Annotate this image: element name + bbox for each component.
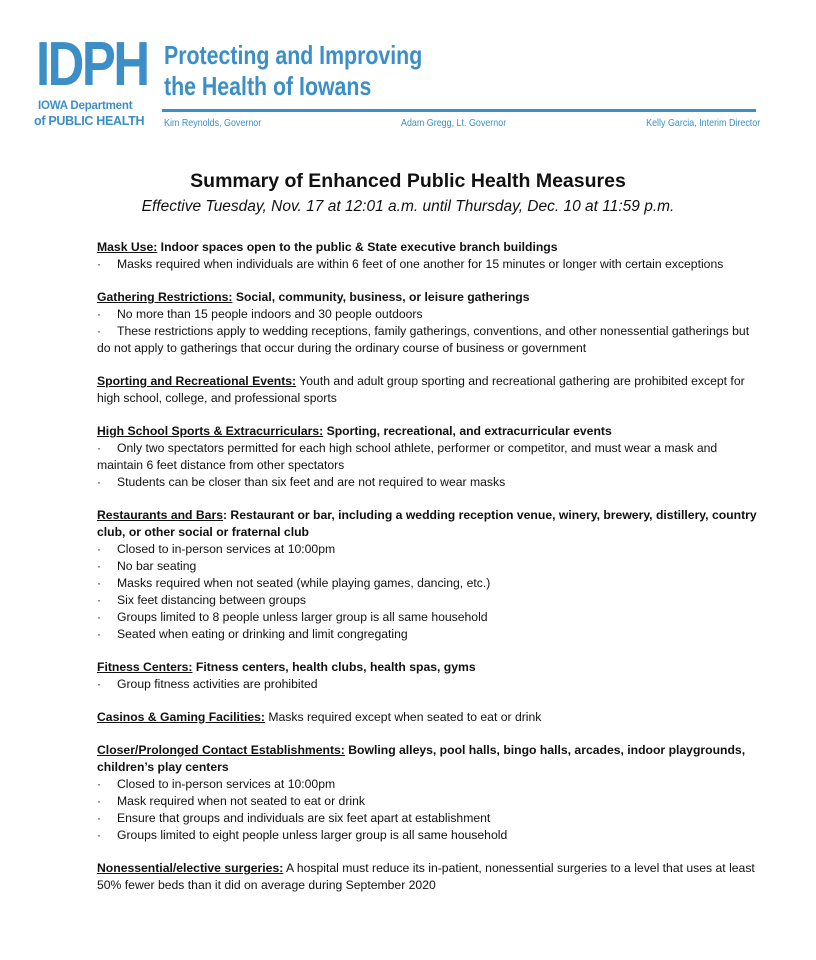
governor-name: Kim Reynolds, Governor (164, 117, 262, 129)
document-title: Summary of Enhanced Public Health Measures (190, 170, 626, 192)
section (97, 239, 757, 273)
section-label: Restaurants and Bars (97, 508, 223, 522)
bullet-marker: · (97, 677, 102, 691)
section-scope: : Restaurant or bar, including a wedding reception venue, winery, brewery, distillery, country club, or other social or fraternal club (97, 508, 757, 539)
bullet-text: Masks required when not seated (while playing games, dancing, etc.) (117, 576, 491, 590)
section-scope: Fitness centers, health clubs, health spas, gyms (192, 660, 476, 674)
bullet-marker: · (97, 475, 102, 489)
director-name: Kelly Garcia, Interim Director (645, 117, 760, 129)
idph-logo (34, 30, 148, 130)
section-label: Closer/Prolonged Contact Establishments: (97, 743, 345, 757)
section-label: Fitness Centers: (97, 660, 193, 674)
bullet-item (97, 676, 757, 693)
section-label: Gathering Restrictions: (97, 290, 233, 304)
section-heading (97, 423, 757, 440)
section (97, 373, 757, 407)
bullet-text: Masks required when individuals are within 6 feet of one another for 15 minutes or longer with certain exceptions (117, 257, 724, 271)
bullet-marker: · (97, 627, 102, 641)
section-text: Masks required except when seated to eat or drink (264, 710, 542, 724)
section-scope: Social, community, business, or leisure gatherings (232, 290, 530, 304)
bullet-text: Students can be closer than six feet and are not required to wear masks (117, 475, 506, 489)
bullet-item (97, 810, 757, 827)
bullet-marker: · (97, 576, 102, 590)
bullet-item (97, 609, 757, 626)
bullet-item (97, 558, 757, 575)
section (97, 860, 757, 894)
bullet-item (97, 474, 757, 491)
bullet-item (97, 827, 757, 844)
document-subtitle: Effective Tuesday, Nov. 17 at 12:01 a.m. until Thursday, Dec. 10 at 11:59 p.m. (141, 198, 675, 215)
bullet-marker: · (97, 257, 102, 271)
bullet-text: No more than 15 people indoors and 30 people outdoors (117, 307, 423, 321)
section (97, 709, 757, 726)
bullet-item (97, 440, 757, 474)
section-label: Sporting and Recreational Events: (97, 374, 297, 388)
section (97, 659, 757, 693)
bullet-text: Group fitness activities are prohibited (117, 677, 318, 691)
section-heading (97, 239, 757, 256)
bullet-item (97, 306, 757, 323)
bullet-item (97, 776, 757, 793)
section-heading (97, 860, 757, 894)
bullet-marker: · (97, 542, 102, 556)
section-label: Mask Use: (97, 240, 158, 254)
bullet-text: Seated when eating or drinking and limit congregating (117, 627, 408, 641)
bullet-text: Ensure that groups and individuals are six feet apart at establishment (117, 811, 491, 825)
bullet-text: Groups limited to 8 people unless larger group is all same household (117, 610, 488, 624)
section-text: Youth and adult group sporting and recreational gathering are prohibited except for high school, college, and professional sports (97, 374, 745, 405)
measures-list (97, 239, 757, 910)
bullet-marker: · (97, 441, 102, 455)
section (97, 507, 757, 643)
section-heading (97, 507, 757, 541)
bullet-marker: · (97, 811, 102, 825)
bullet-marker: · (97, 794, 102, 808)
section-heading (97, 709, 757, 726)
tagline-line2: the Health of Iowans (164, 71, 372, 101)
section-scope: Sporting, recreational, and extracurricular events (323, 424, 612, 438)
header-rule (162, 109, 756, 112)
bullet-marker: · (97, 559, 102, 573)
logo-subtitle-line2: of PUBLIC HEALTH (34, 114, 145, 128)
section-scope: Bowling alleys, pool halls, bingo halls, arcades, indoor playgrounds, children’s play centers (97, 743, 746, 774)
bullet-text: No bar seating (117, 559, 197, 573)
bullet-text: Groups limited to eight people unless larger group is all same household (117, 828, 508, 842)
bullet-item (97, 592, 757, 609)
section-heading (97, 373, 757, 407)
bullet-text: These restrictions apply to wedding receptions, family gatherings, conventions, and other nonessential gatherings but do not apply to gatherings that occur during the ordinary course of business or government (97, 324, 750, 355)
section-heading (97, 742, 757, 776)
bullet-text: Mask required when not seated to eat or drink (117, 794, 365, 808)
section (97, 423, 757, 491)
section-label: Nonessential/elective surgeries: (97, 861, 284, 875)
bullet-item (97, 626, 757, 643)
tagline-line1: Protecting and Improving (164, 40, 423, 70)
logo-subtitle-line1: IOWA Department (38, 100, 133, 112)
officials-line (164, 117, 760, 131)
logo-wordmark: IDPH (36, 30, 148, 99)
bullet-item (97, 256, 757, 273)
section-heading (97, 659, 757, 676)
bullet-text: Closed to in-person services at 10:00pm (117, 542, 336, 556)
bullet-item (97, 575, 757, 592)
tagline (164, 40, 422, 102)
section-text: A hospital must reduce its in-patient, nonessential surgeries to a level that uses at least 50% fewer beds than it did on average during September 2020 (97, 861, 755, 892)
bullet-text: Only two spectators permitted for each high school athlete, performer or competitor, and must wear a mask and maintain 6 feet distance from other spectators (97, 441, 718, 472)
section-label: Casinos & Gaming Facilities: (97, 710, 265, 724)
section-label: High School Sports & Extracurriculars: (97, 424, 324, 438)
bullet-marker: · (97, 324, 102, 338)
letterhead (34, 30, 760, 140)
bullet-text: Closed to in-person services at 10:00pm (117, 777, 336, 791)
section (97, 289, 757, 357)
section-scope: Indoor spaces open to the public & State executive branch buildings (157, 240, 558, 254)
bullet-marker: · (97, 307, 102, 321)
bullet-item (97, 541, 757, 558)
bullet-item (97, 793, 757, 810)
bullet-marker: · (97, 777, 102, 791)
section (97, 742, 757, 844)
bullet-text: Six feet distancing between groups (117, 593, 307, 607)
bullet-marker: · (97, 610, 102, 624)
bullet-item (97, 323, 757, 357)
section-heading (97, 289, 757, 306)
bullet-marker: · (97, 828, 102, 842)
lt-governor-name: Adam Gregg, Lt. Governor (401, 117, 507, 129)
bullet-marker: · (97, 593, 102, 607)
